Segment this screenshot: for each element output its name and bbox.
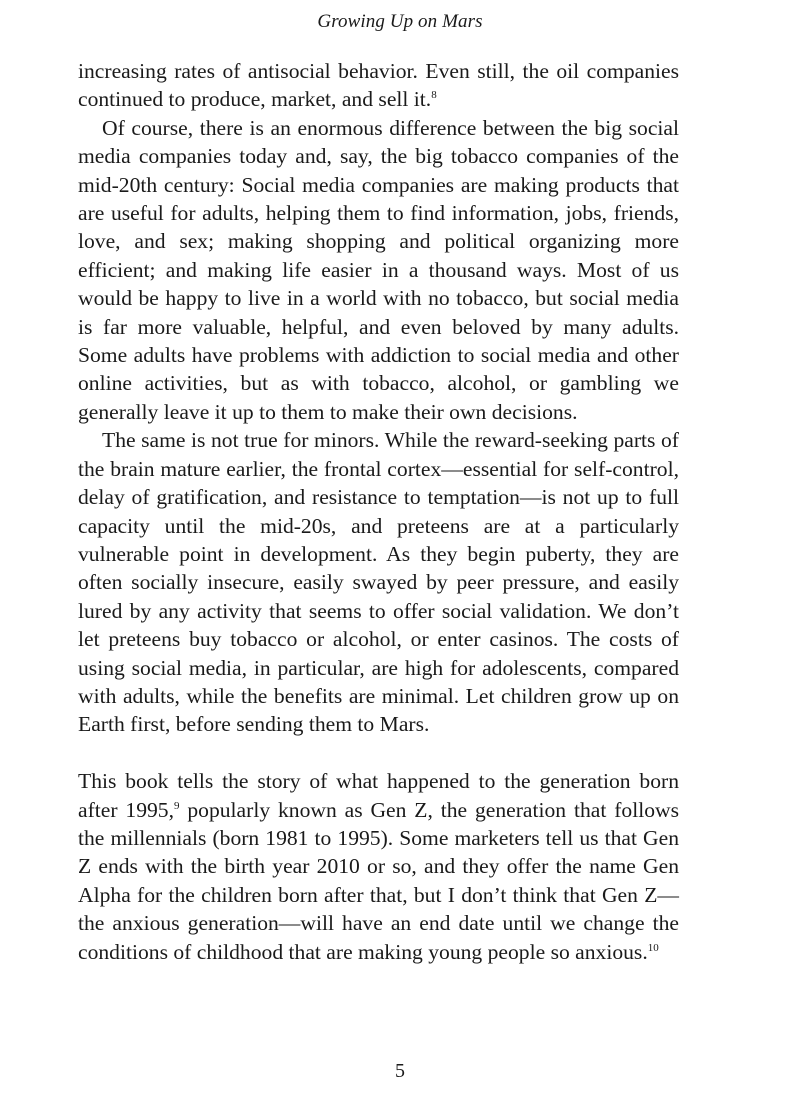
- paragraph-text: This book tells the story of what happened to the generation born after 1995,: [78, 769, 679, 822]
- footnote-marker: 9: [174, 799, 180, 812]
- paragraph-text: increasing rates of antisocial behavior. Even still, the oil companies continued to produce, market, and sell it.: [78, 59, 679, 112]
- body-text: [78, 57, 679, 966]
- paragraph: [78, 114, 679, 426]
- paragraph: [78, 426, 679, 738]
- paragraph-text: popularly known as Gen Z, the generation that follows the millennials (born 1981 to 1995). Some marketers tell us that Gen Z ends with the birth year 2010 or so, and they offer the name Gen Alpha for the children born after that, but I don’t think that Gen Z—the anxious generation—will have an end date until we change the conditions of childhood that are making young people so anxious.: [78, 797, 679, 964]
- paragraph-continued: [78, 57, 679, 114]
- paragraph-text: The same is not true for minors. While the reward-seeking parts of the brain mature earlier, the frontal cortex—essential for self-control, delay of gratification, and resistance to temptation—is not up to full capacity until the mid-20s, and preteens are at a particularly vulnerable point in development. As they begin puberty, they are often socially insecure, easily swayed by peer pressure, and easily lured by any activity that seems to offer social validation. We don’t let preteens buy tobacco or alcohol, or enter casinos. The costs of using social media, in particular, are high for adolescents, compared with adults, while the benefits are minimal. Let children grow up on Earth first, before sending them to Mars.: [78, 428, 679, 737]
- paragraph-text: Of course, there is an enormous difference between the big social media companies today and, say, the big tobacco companies of the mid-20th century: Social media companies are making products that are useful for adults, helping them to find information, jobs, friends, love, and sex; making shopping and political organizing more efficient; and making life easier in a thousand ways. Most of us would be happy to live in a world with no tobacco, but social media is far more valuable, helpful, and even beloved by many adults. Some adults have problems with addiction to social media and other online activities, but as with tobacco, alcohol, or gambling we generally leave it up to them to make their own decisions.: [78, 115, 679, 424]
- footnote-marker: 8: [431, 89, 437, 102]
- paragraph-section-start: [78, 767, 679, 966]
- footnote-marker: 10: [647, 941, 659, 954]
- page-number: 5: [395, 1060, 405, 1082]
- running-head: Growing Up on Mars: [317, 11, 483, 32]
